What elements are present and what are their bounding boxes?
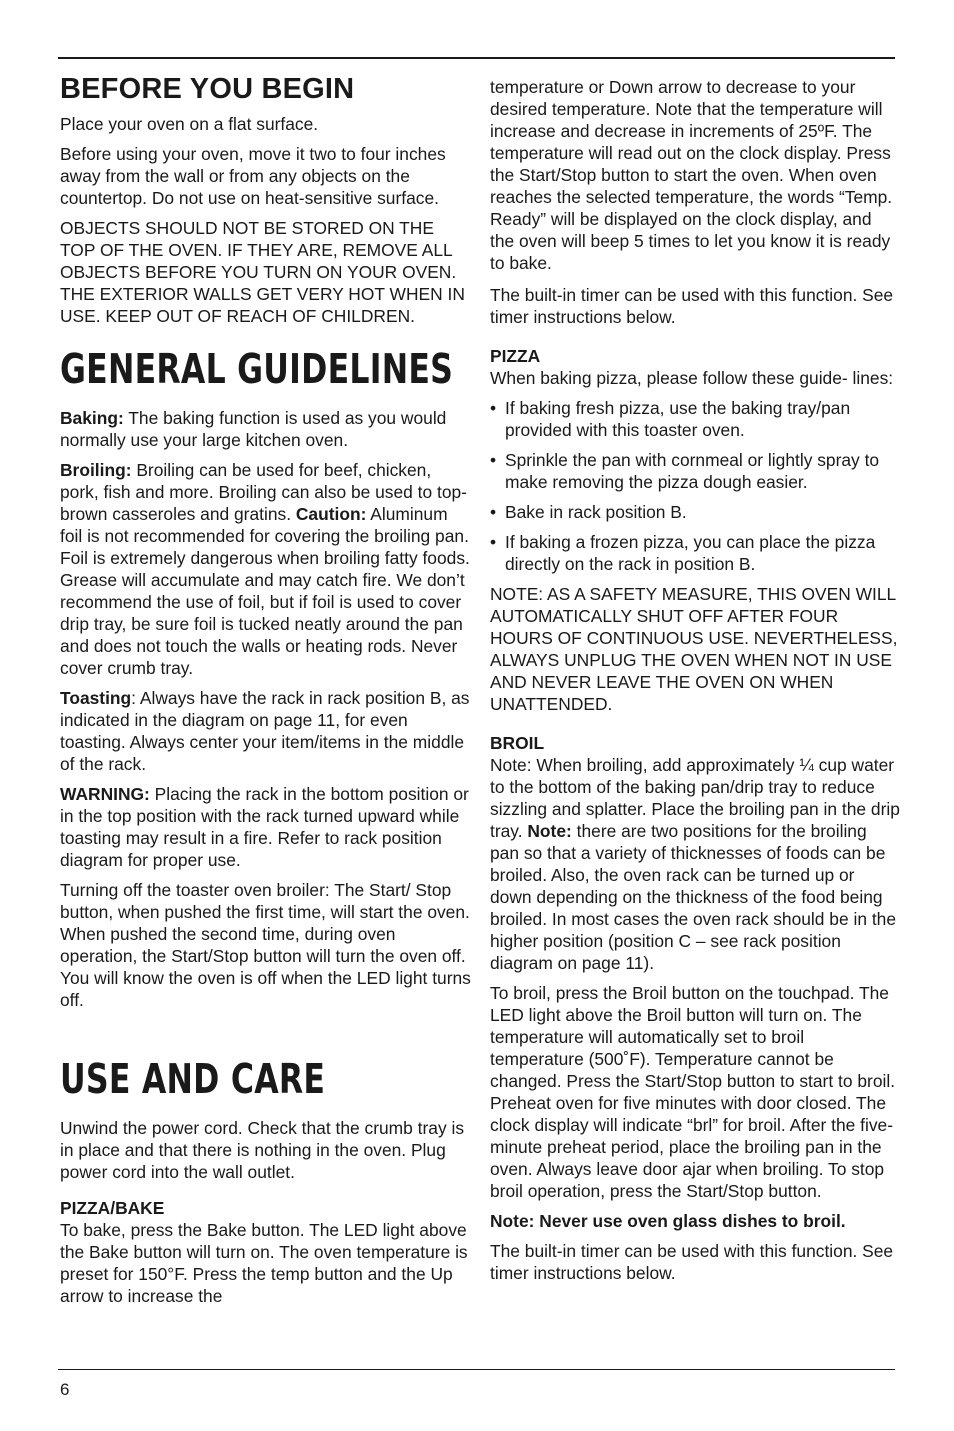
broil-text-1b: there are two positions for the broiling pan so that a variety of thicknesses of foods can be broiled. Also, the oven rack can be turned up or down depending on the thickness of the food being broiled. In most cases the oven rack should be in the higher position (position C – see rack position diagram on page 11). <box>490 821 897 973</box>
general-guidelines-heading: GENERAL GUIDELINES <box>60 345 454 393</box>
broil-glass-note-text: Note: Never use oven glass dishes to broil. <box>490 1211 846 1231</box>
right-column <box>490 68 900 1292</box>
baking-text: The baking function is used as you would normally use your large kitchen oven. <box>60 408 447 450</box>
broil-paragraph-2: To broil, press the Broil button on the touchpad. The LED light above the Broil button will turn on. The temperature will automatically set to broil temperature (500˚F). Temperature cannot be changed. Press the Start/Stop button to start to broil. Preheat oven for five minutes with door closed. The clock display will indicate “brl” for broil. After the five-minute preheat period, place the broiling pan in the oven. Always leave door ajar when broiling. To stop broil operation, press the Start/Stop button. <box>490 983 896 1201</box>
before-paragraph-1: Place your oven on a flat surface. <box>60 114 319 134</box>
broil-heading: BROIL <box>490 733 545 753</box>
broil-note-label: Note: <box>527 821 572 841</box>
toasting-paragraph <box>60 687 472 775</box>
list-item: • Sprinkle the pan with cornmeal or lightly spray to make removing the pizza dough easier. <box>490 449 900 493</box>
use-and-care-heading: USE AND CARE <box>60 1055 326 1103</box>
timer-note-1: The built-in timer can be used with this function. See timer instructions below. <box>490 285 894 327</box>
broiling-text-1: Broiling can be used for beef, chicken, pork, fish and more. Broiling can also be used to top-brown casseroles and gratins. <box>60 460 467 524</box>
safety-note: NOTE: AS A SAFETY MEASURE, THIS OVEN WILL AUTOMATICALLY SHUT OFF AFTER FOUR HOURS OF CONTINUOUS USE. NEVERTHELESS, ALWAYS UNPLUG THE OVEN WHEN NOT IN USE AND NEVER LEAVE THE OVEN ON WHEN UNATTENDED. <box>490 584 898 714</box>
caution-label: Caution: <box>295 504 367 524</box>
list-item: • Bake in rack position B. <box>490 501 900 523</box>
broiling-paragraph <box>60 459 472 679</box>
timer-note-2: The built-in timer can be used with this function. See timer instructions below. <box>490 1241 894 1283</box>
list-item: • If baking a frozen pizza, you can place the pizza directly on the rack in position B. <box>490 531 900 575</box>
use-paragraph-1: Unwind the power cord. Check that the crumb tray is in place and that there is nothing in the oven. Plug power cord into the wall outlet. <box>60 1118 465 1182</box>
baking-paragraph <box>60 407 472 451</box>
toasting-text: : Always have the rack in rack position B, as indicated in the diagram on page 11, for even toasting. Always center your item/items in the middle of the rack. <box>60 688 470 774</box>
toasting-label: Toasting <box>60 688 132 708</box>
top-rule <box>58 57 895 59</box>
bottom-rule <box>58 1369 895 1370</box>
pizza-bake-heading: PIZZA/BAKE <box>60 1198 165 1218</box>
left-column <box>60 68 472 1315</box>
turning-off-paragraph: Turning off the toaster oven broiler: The Start/ Stop button, when pushed the first time, will start the oven. When pushed the second time, during oven operation, the Start/Stop button will turn the oven off. You will know the oven is off when the LED light turns off. <box>60 880 471 1010</box>
before-paragraph-2: Before using your oven, move it two to four inches away from the wall or from any objects on the countertop. Do not use on heat-sensitive surface. <box>60 144 446 208</box>
pizza-intro: When baking pizza, please follow these guide- lines: <box>490 368 894 388</box>
pizza-bullet-list <box>490 397 900 575</box>
broil-text-1a: Note: When broiling, add approximately ¼ cup water to the bottom of the baking pan/drip tray to reduce sizzling and splatter. Place the broiling pan in the drip tray. <box>490 755 900 841</box>
broiling-text-2: Aluminum foil is not recommended for covering the broiling pan. Foil is extremely dangerous when broiling fatty foods. Grease will accumulate and may catch fire. We don’t recommend the use of foil, but if foil is used to cover drip tray, be sure foil is tucked neatly around the pan and does not touch the walls or heating rods. Never cover crumb tray. <box>60 504 470 678</box>
warning-paragraph <box>60 783 472 871</box>
before-you-begin-heading: BEFORE YOU BEGIN <box>60 73 355 105</box>
pizza-heading: PIZZA <box>490 346 541 366</box>
bake-continued-paragraph: temperature or Down arrow to decrease to your desired temperature. Note that the temperature will increase and decrease in increments of 25ºF. The temperature will read out on the clock display. Press the Start/Stop button to start the oven. When oven reaches the selected temperature, the words “Temp. Ready” will be displayed on the clock display, and the oven will beep 5 times to let you know it is ready to bake. <box>490 77 893 273</box>
warning-text: Placing the rack in the bottom position or in the top position with the rack turned upward while toasting may result in a fire. Refer to rack position diagram for proper use. <box>60 784 469 870</box>
broil-paragraph-1 <box>490 754 900 974</box>
broiling-label: Broiling: <box>60 460 132 480</box>
broil-glass-note <box>490 1210 900 1232</box>
warning-label: WARNING: <box>60 784 150 804</box>
baking-label: Baking: <box>60 408 124 428</box>
before-paragraph-3: OBJECTS SHOULD NOT BE STORED ON THE TOP OF THE OVEN. IF THEY ARE, REMOVE ALL OBJECTS BEFORE YOU TURN ON YOUR OVEN. THE EXTERIOR WALLS GET VERY HOT WHEN IN USE. KEEP OUT OF REACH OF CHILDREN. <box>60 218 465 326</box>
list-item: • If baking fresh pizza, use the baking tray/pan provided with this toaster oven. <box>490 397 900 441</box>
page-number: 6 <box>60 1380 70 1399</box>
pizza-bake-paragraph: To bake, press the Bake button. The LED light above the Bake button will turn on. The oven temperature is preset for 150°F. Press the temp button and the Up arrow to increase the <box>60 1220 468 1306</box>
